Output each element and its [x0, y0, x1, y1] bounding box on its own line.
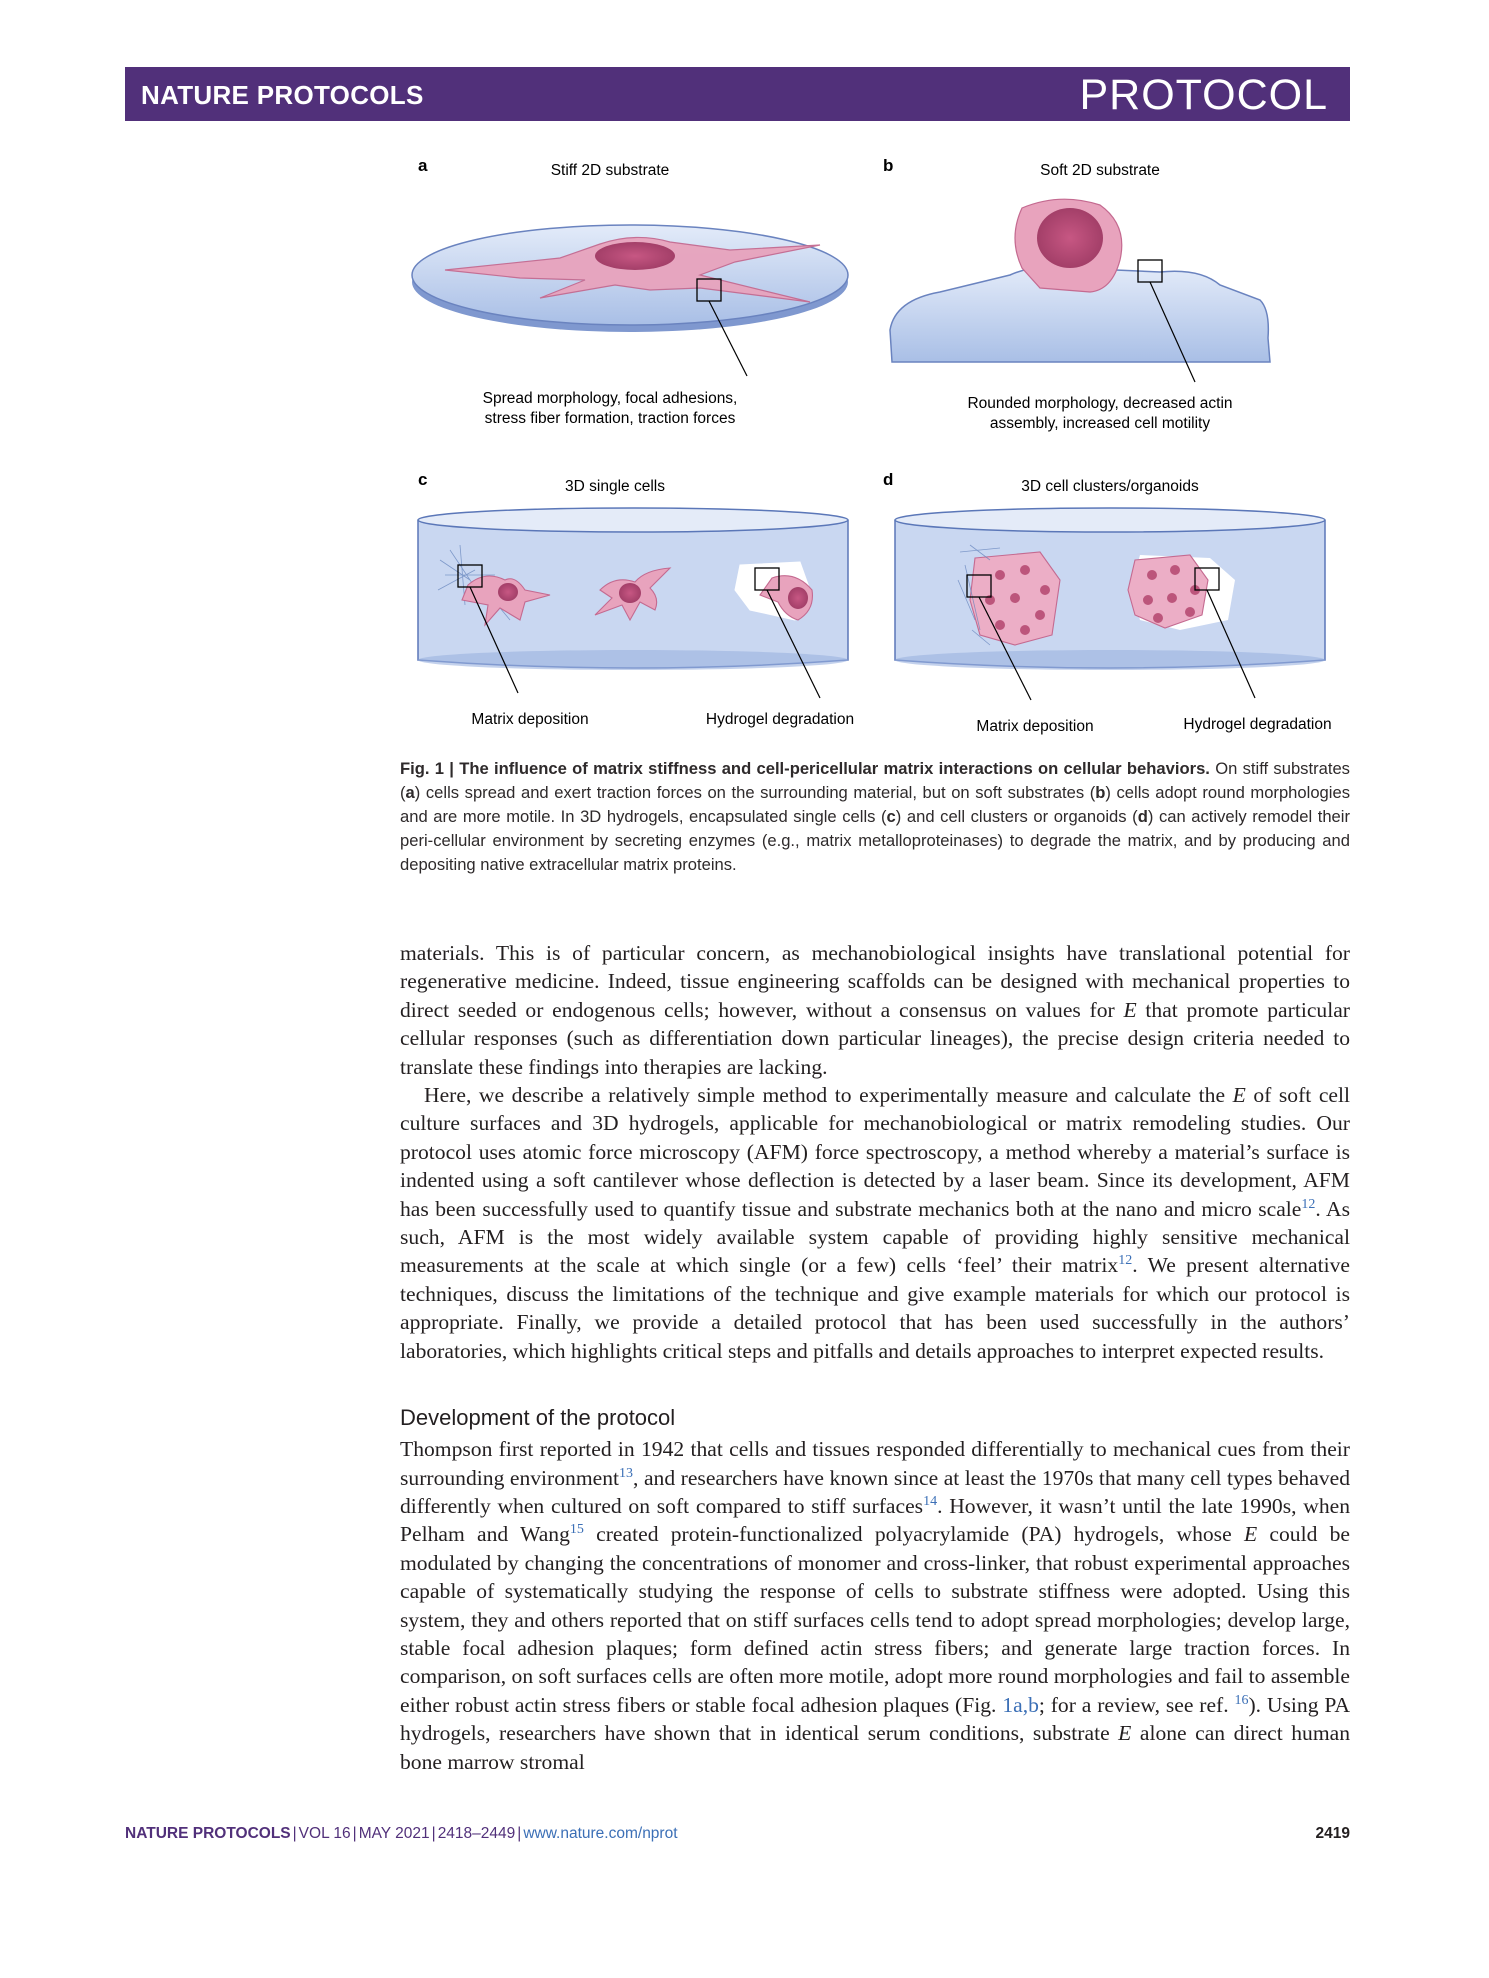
journal-header-bar	[125, 67, 1350, 121]
paragraph-2: Here, we describe a relatively simple method to experimentally measure and calculate the E of soft cell culture surfaces and 3D hydrogels, applicable for mechanobiological or matrix remodeling studies. Our protocol uses atomic force microscopy (AFM) force spectroscopy, a method whereby a material’s surface is indented using a soft cantilever whose deflection is detected by a laser beam. Since its development, AFM has been successfully used to quantify tissue and substrate mechanics both at the nano and micro scale$^{12}$. As such, AFM is the most widely available system capable of providing highly sensitive mechanical measurements at the scale at which single (or a few) cells ‘feel’ their matrix$^{12}$. We present alternative techniques, discuss the limitations of the technique and give example materials for which our protocol is appropriate. Finally, we provide a detailed protocol that has been used successfully in the authors’ laboratories, which highlights critical steps and pitfalls and details approaches to interpret expected results.	[400, 1083, 1350, 1363]
panel-b-note-line-1: Rounded morphology, decreased actin	[967, 395, 1233, 412]
reference-link[interactable]: 12	[1118, 1253, 1133, 1269]
panel-c-gel	[418, 508, 848, 698]
caption-title: Fig. 1 | The influence of matrix stiffness and cell-pericellular matrix interactions on cellular behaviors.	[400, 759, 1210, 778]
caption-panel-ref: b	[1095, 783, 1106, 802]
footer-volume: VOL 16	[298, 1825, 351, 1842]
caption-text: ) cells spread and exert traction forces on the surrounding material, but on soft substrates (	[414, 783, 1096, 802]
panel-b-note-line-2: assembly, increased cell motility	[989, 415, 1211, 432]
caption-text: On stiff substrates (	[400, 759, 1350, 802]
panel-d-matrix-deposition: Matrix deposition	[976, 718, 1094, 735]
panel-a-letter: a	[418, 156, 428, 175]
paragraph-1: materials. This is of particular concern, as mechanobiological insights have translational potential for regenerative medicine. Indeed, tissue engineering scaffolds can be designed with mechanical properties to direct seeded or endogenous cells; however, without a consensus on values for E that promote particular cellular responses (such as differentiation down particular lineages), the precise design criteria needed to translate these findings into therapies are lacking.	[400, 941, 1350, 1079]
cell-nucleus	[595, 242, 675, 270]
panel-b-title: Soft 2D substrate	[1040, 162, 1160, 179]
panel-c-matrix-deposition: Matrix deposition	[471, 711, 589, 728]
figure-1	[400, 150, 1350, 750]
panel-d-title: 3D cell clusters/organoids	[1021, 478, 1199, 495]
figure-link[interactable]: 1a,b	[1002, 1692, 1039, 1717]
article-body	[400, 939, 1350, 1776]
caption-panel-ref: c	[886, 807, 896, 826]
figure-caption	[400, 757, 1350, 877]
cell-nucleus	[1037, 208, 1103, 268]
panel-a-note-line-2: stress fiber formation, traction forces	[484, 410, 736, 427]
panel-a-note	[460, 389, 760, 429]
figure-illustration	[400, 150, 1350, 750]
panel-c-letter: c	[418, 470, 428, 489]
caption-panel-ref: d	[1137, 807, 1148, 826]
panel-d-hydrogel-degradation: Hydrogel degradation	[1183, 716, 1332, 733]
section-heading: Development of the protocol	[400, 1405, 676, 1431]
reference-link[interactable]: 14	[923, 1493, 938, 1509]
panel-a-title: Stiff 2D substrate	[550, 162, 670, 179]
footer-date: MAY 2021	[358, 1825, 430, 1842]
panel-b-letter: b	[883, 156, 894, 175]
panel-a-dish	[412, 225, 848, 376]
panel-b-dish	[890, 199, 1270, 382]
panel-a-note-line-1: Spread morphology, focal adhesions,	[482, 390, 738, 407]
paragraph-3: Thompson first reported in 1942 that cells and tissues responded differentially to mechanical cues from their surrounding environment$^{13}$, and researchers have known since at least the 1970s that many cell types behaved differently when cultured on soft compared to stiff surfaces$^{14}$. However, it wasn’t until the late 1990s, when Pelham and Wang$^{15}$ created protein-functionalized polyacrylamide (PA) hydrogels, whose E could be modulated by changing the concentrations of monomer and cross-linker, that robust experimental approaches capable of systematically studying the response of cells to substrate stiffness were adopted. Using this system, they and others reported that on stiff surfaces cells tend to adopt spread morphologies; develop large, stable focal adhesion plaques; form defined actin stress fibers; and generate large traction forces. In comparison, on soft surfaces cells are often more motile, adopt more round morphologies and fail to assemble either robust actin stress fibers or stable focal adhesion plaques (Fig. 1a,b; for a review, see ref. $^{16}$). Using PA hydrogels, researchers have shown that in identical serum conditions, substrate E alone can direct human bone marrow stromal	[400, 1437, 1351, 1774]
reference-link[interactable]: 15	[569, 1522, 584, 1538]
page-footer: NATURE PROTOCOLS | VOL 16 | MAY 2021 | 2418–2449 | www.nature.com/nprot 2419	[125, 1825, 1350, 1842]
reference-link[interactable]: 13	[619, 1465, 634, 1481]
caption-text: ) and cell clusters or organoids (	[895, 807, 1138, 826]
panel-d-gel	[895, 508, 1325, 700]
article-type: PROTOCOL	[1079, 71, 1328, 119]
panel-d-letter: d	[883, 470, 894, 489]
footer-pages: 2418–2449	[437, 1825, 516, 1842]
panel-b-note	[940, 394, 1260, 434]
reference-link[interactable]: 16	[1234, 1692, 1249, 1708]
caption-text: ) can actively remodel their peri-cellular environment by secreting enzymes (e.g., matrix metalloproteinases) to degrade the matrix, and by producing and depositing native extracellular matrix proteins.	[400, 807, 1350, 874]
page-number: 2419	[1315, 1825, 1350, 1842]
footer-url[interactable]: www.nature.com/nprot	[523, 1825, 678, 1842]
caption-panel-ref: a	[405, 783, 415, 802]
panel-c-hydrogel-degradation: Hydrogel degradation	[705, 711, 855, 728]
reference-link[interactable]: 12	[1301, 1196, 1316, 1212]
caption-text: ) cells adopt round morphologies and are more motile. In 3D hydrogels, encapsulated single cells (	[400, 783, 1350, 826]
journal-name: NATURE PROTOCOLS	[141, 80, 424, 110]
footer-journal: NATURE PROTOCOLS	[125, 1825, 291, 1842]
panel-c-title: 3D single cells	[565, 478, 665, 495]
